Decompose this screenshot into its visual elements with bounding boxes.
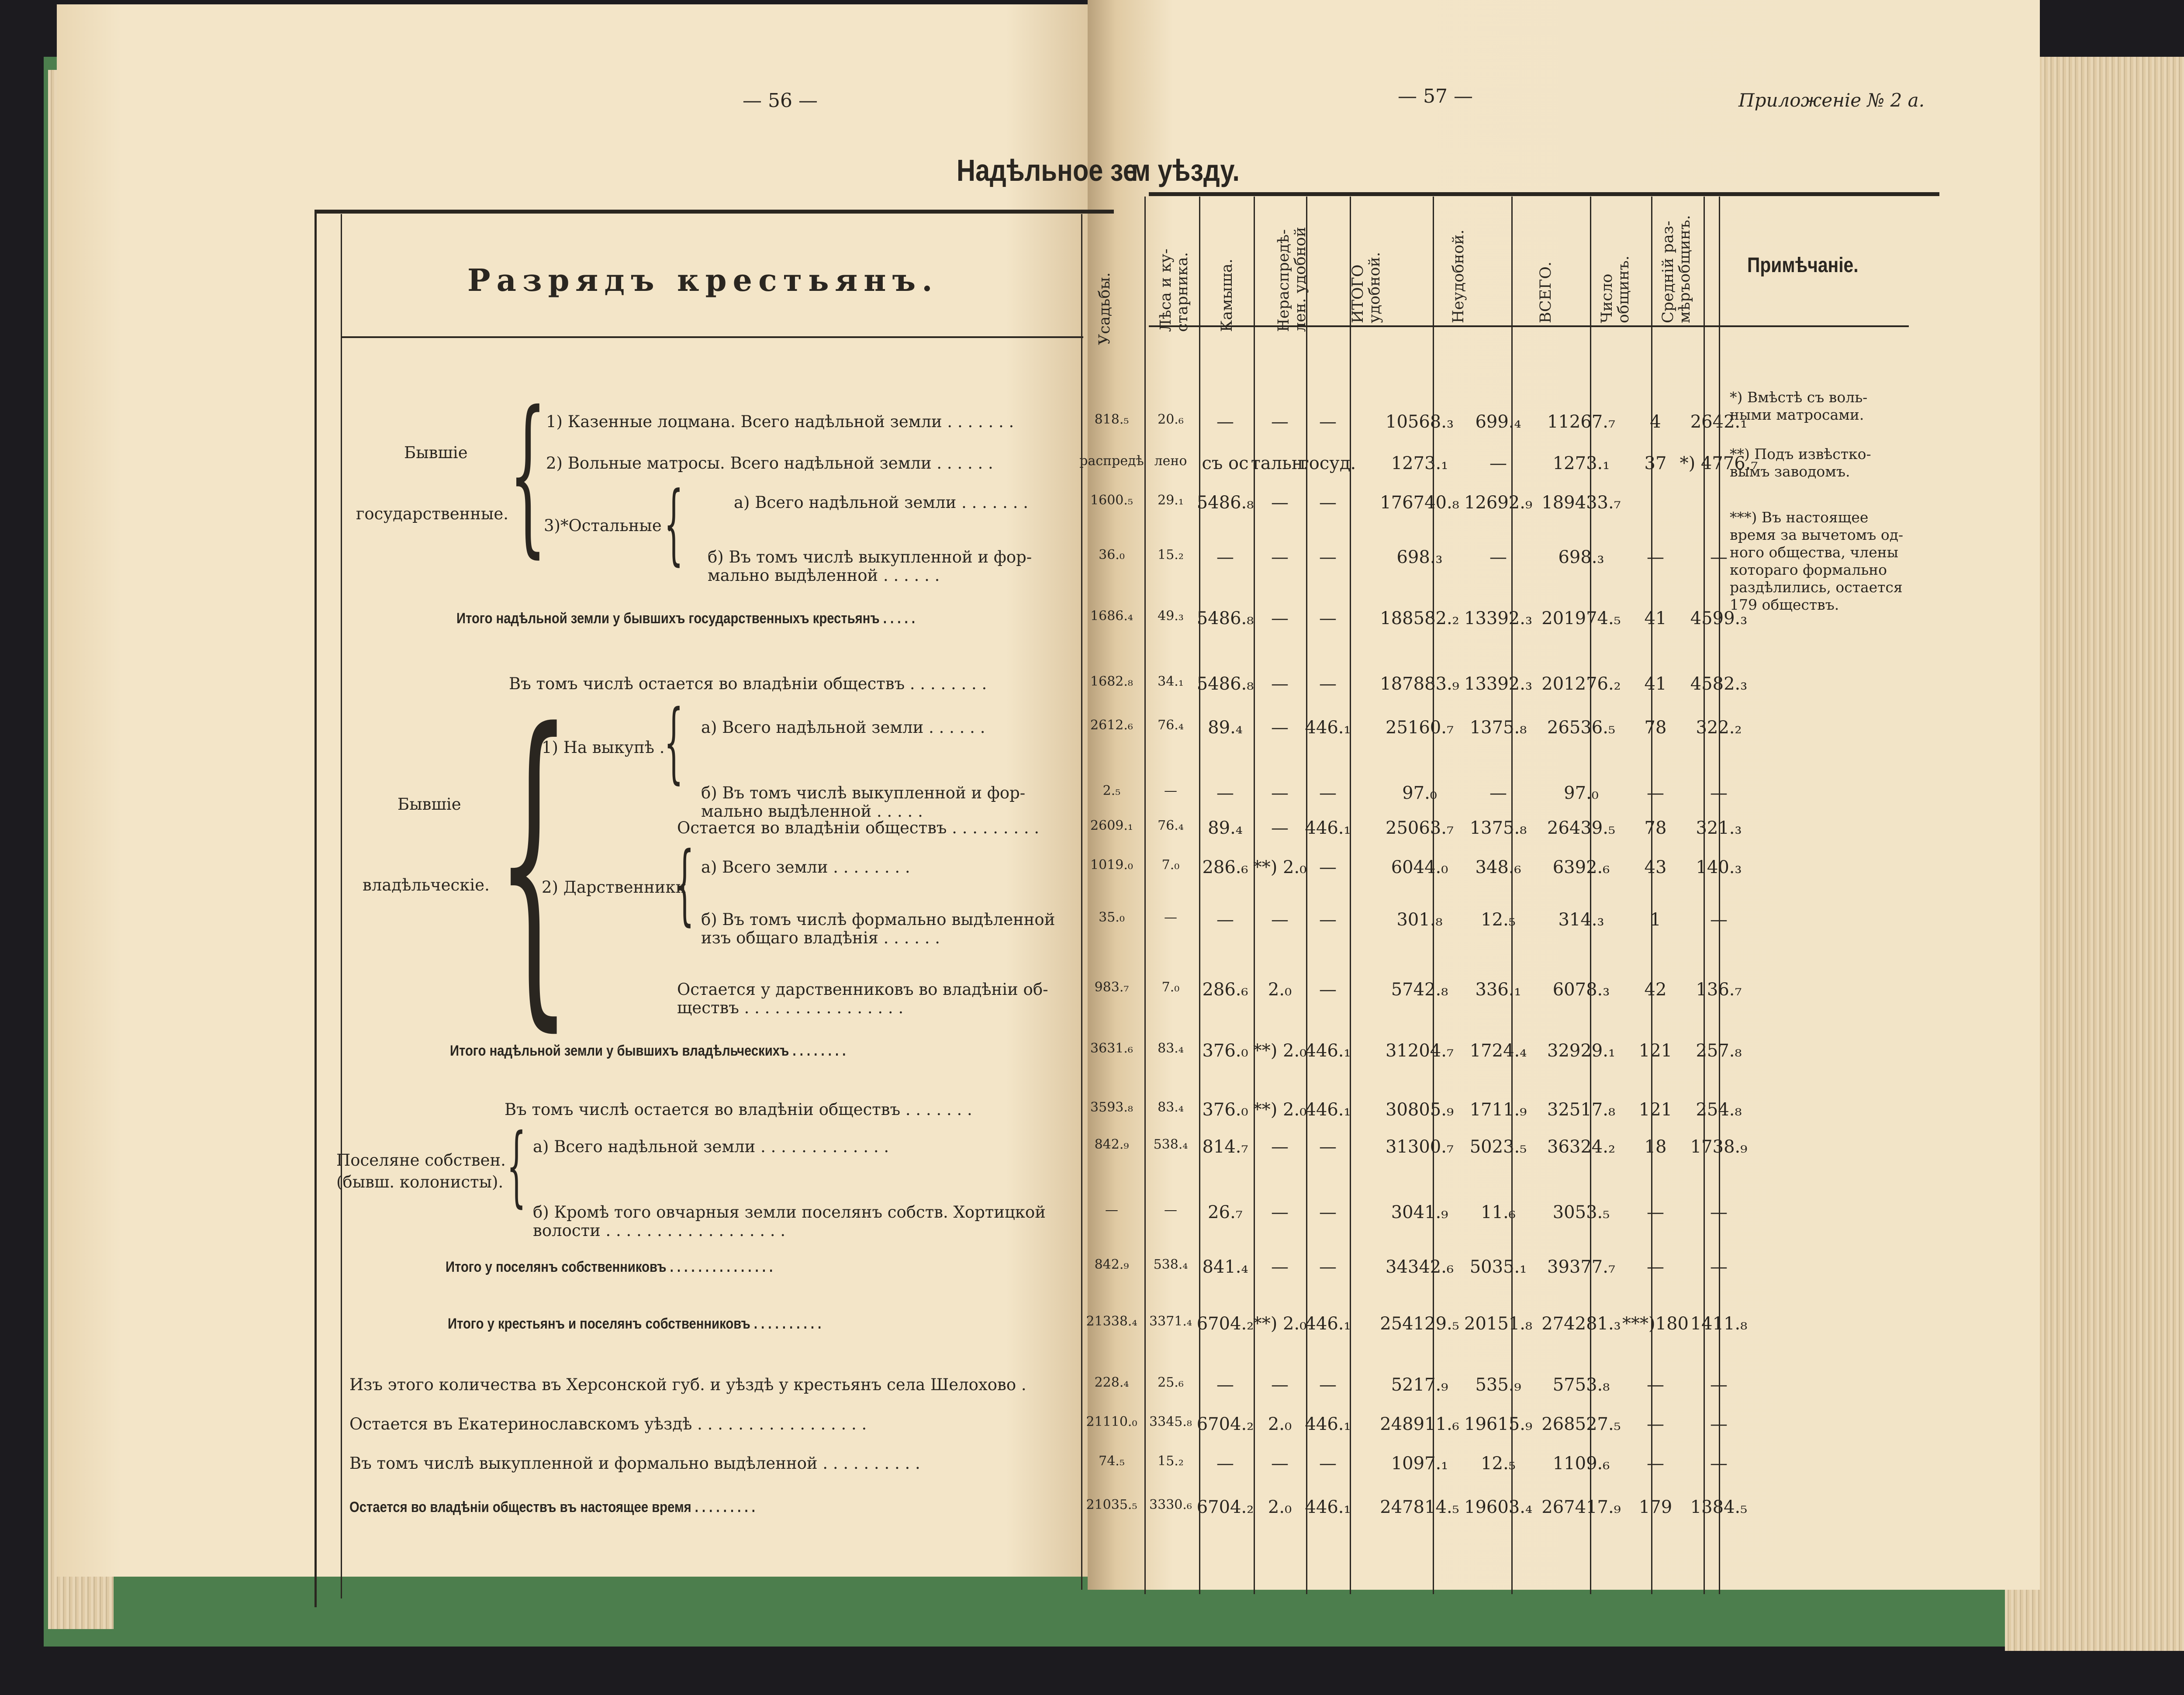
row-label: Изъ этого количества въ Херсонской губ. и уѣздѣ у крестьянъ села Шелохово .: [349, 1375, 1026, 1394]
cell-sred: 1738.₉: [1690, 1137, 1748, 1157]
top-rule-right: [1149, 192, 1939, 196]
cell-nera: **) 2.₀: [1253, 1041, 1307, 1061]
cell-ner2: —: [1319, 493, 1337, 513]
cell-ner2: —: [1319, 547, 1337, 567]
cell-itogo: 10568.₃: [1386, 412, 1454, 432]
cell-itogo: 31204.₇: [1386, 1041, 1454, 1061]
column-line: [1144, 197, 1146, 1594]
cell-u: 842.₉: [1094, 1137, 1129, 1152]
cell-ner2: 446.₁: [1305, 818, 1351, 838]
cell-sred: —: [1710, 1202, 1728, 1222]
label-darstvenniki: 2) Дарственники: [542, 878, 687, 897]
cell-obsh: —: [1647, 547, 1664, 567]
cell-neud: 1375.₈: [1469, 818, 1527, 838]
cell-itogo: 25063.₇: [1386, 818, 1454, 838]
cell-sred: 1384.₅: [1690, 1497, 1748, 1517]
cell-ner2: —: [1319, 608, 1337, 628]
cell-vsego: 274281.₃: [1541, 1314, 1621, 1334]
cell-les: 83.₄: [1158, 1041, 1184, 1056]
cell-ner2: 446.₁: [1305, 718, 1351, 738]
cell-kam: 5486.₈: [1196, 674, 1254, 694]
cell-nera: —: [1271, 1202, 1289, 1222]
cell-u: 74.₅: [1099, 1453, 1125, 1469]
left-inner-vline: [341, 214, 342, 1598]
cell-les: 29.₁: [1158, 493, 1184, 508]
brace-vykup: {: [664, 691, 684, 793]
col-header-kamysha: Камыша.: [1218, 259, 1236, 332]
cell-neud: —: [1489, 453, 1507, 473]
cell-kam: 6704.₂: [1196, 1414, 1254, 1434]
cell-itogo: 176740.₈: [1380, 493, 1459, 513]
cell-itogo: 1273.₁: [1391, 453, 1448, 473]
group-settlers-2: (бывш. колонисты).: [336, 1173, 504, 1191]
row-label: 2) Вольные матросы. Всего надѣльной земли . . . . . .: [546, 454, 993, 473]
cell-obsh: 18: [1644, 1137, 1667, 1157]
cell-u: 3631.₆: [1090, 1041, 1133, 1056]
cell-vsego: 36324.₂: [1547, 1137, 1615, 1157]
cell-sred: 1411.₈: [1690, 1314, 1748, 1334]
cell-itogo: 30805.₉: [1386, 1100, 1454, 1120]
cell-ner2: 446.₁: [1305, 1414, 1351, 1434]
cell-les: 7.₀: [1161, 857, 1180, 873]
cell-vsego: 189433.₇: [1541, 493, 1621, 513]
cell-nera: тальн.: [1251, 453, 1309, 473]
cell-sred: —: [1710, 783, 1728, 803]
cell-itogo: 254129.₅: [1380, 1314, 1459, 1334]
cell-u: 1686.₄: [1090, 608, 1133, 624]
cell-nera: —: [1271, 1137, 1289, 1157]
cell-neud: 5023.₅: [1469, 1137, 1527, 1157]
cell-u: —: [1105, 1202, 1118, 1218]
cell-obsh: 1: [1650, 910, 1661, 930]
cell-kam: съ ос: [1202, 453, 1249, 473]
col-header-neraspred: Нераспредѣ-лен. удобной: [1275, 227, 1309, 332]
cell-nera: —: [1271, 674, 1289, 694]
column-line: [1081, 214, 1082, 1590]
cell-sred: 257.₈: [1696, 1041, 1742, 1061]
note-3: ***) Въ настоящее время за вычетомъ од- ного общества, члены котораго формально раздѣлились, остается 179 обществъ.: [1730, 509, 1904, 613]
cell-neud: 1375.₈: [1469, 718, 1527, 738]
header-rule-right: [1149, 325, 1909, 327]
cell-u: 21035.₅: [1086, 1497, 1137, 1512]
group-own-1: Бывшіе: [397, 795, 461, 814]
col-header-neudobnoy: Неудобной.: [1450, 229, 1467, 323]
cell-les: 3371.₄: [1149, 1314, 1192, 1329]
top-rule-left: [314, 210, 1114, 214]
row-label: Остается въ Екатеринославскомъ уѣздѣ . . . . . . . . . . . . . . . . .: [349, 1415, 867, 1433]
row-label: б) Въ томъ числѣ выкупленной и фор- мально выдѣленной . . . . .: [701, 784, 1026, 821]
cell-obsh: —: [1647, 783, 1664, 803]
cell-neud: 1724.₄: [1469, 1041, 1527, 1061]
cell-obsh: 78: [1644, 718, 1667, 738]
cell-vsego: 314.₃: [1558, 910, 1604, 930]
cell-ner2: —: [1319, 1257, 1337, 1277]
cell-itogo: 34342.₆: [1386, 1257, 1454, 1277]
cell-neud: 5035.₁: [1469, 1257, 1527, 1277]
col-header-chislo: Число общинъ.: [1598, 255, 1632, 323]
cell-ner2: госуд.: [1299, 453, 1356, 473]
cell-kam: 6704.₂: [1196, 1314, 1254, 1334]
row-label: а) Всего надѣльной земли . . . . . .: [701, 718, 985, 737]
column-line: [1254, 197, 1255, 1594]
cell-les: 538.₄: [1153, 1257, 1188, 1272]
cell-neud: 336.₁: [1475, 980, 1521, 1000]
column-line: [1350, 197, 1351, 1594]
cell-neud: 1711.₉: [1469, 1100, 1527, 1120]
cell-les: 15.₂: [1158, 547, 1184, 563]
cell-u: 36.₀: [1099, 547, 1125, 563]
cell-sred: —: [1710, 1453, 1728, 1474]
cell-vsego: 5753.₈: [1552, 1375, 1610, 1395]
cell-obsh: —: [1647, 1414, 1664, 1434]
cell-vsego: 32929.₁: [1547, 1041, 1615, 1061]
cell-u: 1019.₀: [1090, 857, 1133, 873]
left-outer-vline: [314, 210, 317, 1607]
row-label: а) Всего земли . . . . . . . .: [701, 858, 910, 877]
row-label: Итого у крестьянъ и поселянъ собственниковъ . . . . . . . . . .: [448, 1315, 822, 1332]
cell-ner2: —: [1319, 1453, 1337, 1474]
cell-nera: —: [1271, 1257, 1289, 1277]
cell-sred: 4599.₃: [1690, 608, 1748, 628]
cell-vsego: 26439.₅: [1547, 818, 1615, 838]
cell-kam: 286.₆: [1202, 980, 1248, 1000]
cell-ner2: —: [1319, 783, 1337, 803]
group-settlers-1: Поселяне собствен.: [336, 1151, 506, 1170]
cell-u: 2.₅: [1102, 783, 1121, 798]
heading-left: Надѣльное зе: [957, 153, 1137, 187]
cell-kam: 814.₇: [1202, 1137, 1248, 1157]
cell-obsh: ***)180: [1622, 1314, 1689, 1334]
cell-kam: 376.₀: [1202, 1041, 1248, 1061]
col-header-usadby: Усадьбы.: [1096, 272, 1113, 345]
cell-kam: —: [1216, 1375, 1234, 1395]
cell-ner2: —: [1319, 1137, 1337, 1157]
cell-obsh: 78: [1644, 818, 1667, 838]
cell-ner2: —: [1319, 412, 1337, 432]
cell-vsego: 201276.₂: [1541, 674, 1621, 694]
column-line: [1199, 197, 1200, 1594]
cell-kam: —: [1216, 1453, 1234, 1474]
cell-kam: 376.₀: [1202, 1100, 1248, 1120]
cell-u: 842.₉: [1094, 1257, 1129, 1272]
cell-sred: 254.₈: [1696, 1100, 1742, 1120]
brace-dar: {: [675, 833, 695, 935]
col-header-sredniy: Средній раз-мѣръобщинъ.: [1659, 215, 1693, 323]
cell-obsh: —: [1647, 1257, 1664, 1277]
cell-ner2: —: [1319, 980, 1337, 1000]
cell-kam: 5486.₈: [1196, 493, 1254, 513]
cell-nera: —: [1271, 412, 1289, 432]
page-number-left: — 56 —: [743, 90, 818, 112]
cell-ner2: 446.₁: [1305, 1314, 1351, 1334]
cell-vsego: 26536.₅: [1547, 718, 1615, 738]
cell-obsh: —: [1647, 1202, 1664, 1222]
cell-vsego: 201974.₅: [1541, 608, 1621, 628]
cell-les: 538.₄: [1153, 1137, 1188, 1152]
cell-u: 1600.₅: [1090, 493, 1133, 508]
row-label: Итого у поселянъ собственниковъ . . . . . . . . . . . . . . .: [446, 1259, 773, 1275]
cell-itogo: 188582.₂: [1380, 608, 1459, 628]
cell-itogo: 301.₈: [1396, 910, 1443, 930]
row-label: Въ томъ числѣ остается во владѣніи обществъ . . . . . . .: [505, 1100, 972, 1119]
cell-les: 3330.₆: [1149, 1497, 1192, 1512]
cell-ner2: —: [1319, 1375, 1337, 1395]
cell-kam: 6704.₂: [1196, 1497, 1254, 1517]
cell-vsego: 6392.₆: [1552, 857, 1610, 877]
cell-les: 15.₂: [1158, 1453, 1184, 1469]
brace-settlers: {: [507, 1115, 526, 1217]
cell-vsego: 1273.₁: [1552, 453, 1610, 473]
cell-vsego: 6078.₃: [1552, 980, 1610, 1000]
cell-nera: 2.₀: [1268, 980, 1292, 1000]
cell-ner2: —: [1319, 910, 1337, 930]
cell-obsh: 41: [1644, 674, 1667, 694]
group-gov-1: Бывшіе: [404, 443, 468, 462]
cell-u: 35.₀: [1099, 910, 1125, 925]
cell-nera: —: [1271, 608, 1289, 628]
cell-u: распредѣ: [1079, 453, 1144, 469]
cell-u: 2609.₁: [1090, 818, 1133, 833]
cell-kam: —: [1216, 783, 1234, 803]
cell-neud: 12.₅: [1481, 910, 1516, 930]
cell-sred: —: [1710, 1375, 1728, 1395]
cell-les: —: [1164, 1202, 1177, 1218]
cell-nera: —: [1271, 818, 1289, 838]
cell-neud: 13392.₃: [1464, 608, 1532, 628]
cell-nera: —: [1271, 783, 1289, 803]
cell-neud: —: [1489, 547, 1507, 567]
cell-obsh: —: [1647, 1453, 1664, 1474]
cell-itogo: 247814.₅: [1380, 1497, 1459, 1517]
cell-itogo: 187883.₉: [1380, 674, 1459, 694]
cell-sred: 2642.₁: [1690, 412, 1748, 432]
cell-les: 76.₄: [1158, 718, 1184, 733]
cell-sred: —: [1710, 910, 1728, 930]
header-rule-left: [341, 336, 1083, 338]
cell-nera: —: [1271, 910, 1289, 930]
col-header-vsego: ВСЕГО.: [1537, 261, 1555, 323]
row-label: Итого надѣльной земли у бывшихъ государственныхъ крестьянъ . . . . .: [456, 610, 915, 627]
cell-neud: 12.₅: [1481, 1453, 1516, 1474]
cell-ner2: 446.₁: [1305, 1497, 1351, 1517]
row-label: б) Въ томъ числѣ выкупленной и фор- мально выдѣленной . . . . . .: [708, 548, 1032, 585]
row-label: а) Всего надѣльной земли . . . . . . .: [734, 493, 1028, 512]
cell-vsego: 3053.₅: [1552, 1202, 1610, 1222]
cell-itogo: 5217.₉: [1391, 1375, 1448, 1395]
group-gov-2: государственные.: [356, 504, 509, 523]
cell-nera: **) 2.₀: [1253, 1100, 1307, 1120]
cell-itogo: 1097.₁: [1391, 1453, 1448, 1474]
cell-sred: —: [1710, 1414, 1728, 1434]
cell-obsh: 37: [1644, 453, 1667, 473]
table-header-title: Разрядъ крестьянъ.: [467, 262, 939, 298]
cell-les: 49.₃: [1158, 608, 1184, 624]
column-line: [1306, 197, 1307, 1594]
cell-nera: **) 2.₀: [1253, 857, 1307, 877]
row-label: Итого надѣльной земли у бывшихъ владѣльческихъ . . . . . . . .: [450, 1043, 846, 1059]
cell-sred: 136.₇: [1696, 980, 1742, 1000]
cell-itogo: 31300.₇: [1386, 1137, 1454, 1157]
cell-kam: —: [1216, 910, 1234, 930]
label-ostalnye: 3)*Остальные .: [544, 516, 672, 535]
cell-u: 228.₄: [1094, 1375, 1129, 1390]
cell-sred: *) 4776.₇: [1679, 453, 1758, 473]
cell-neud: —: [1489, 783, 1507, 803]
row-label: а) Всего надѣльной земли . . . . . . . . . . . . .: [533, 1137, 889, 1156]
brace-own: {: [496, 662, 572, 1059]
cell-vsego: 698.₃: [1558, 547, 1604, 567]
cell-obsh: 41: [1644, 608, 1667, 628]
cell-neud: 348.₆: [1475, 857, 1521, 877]
group-own-2: владѣльческіе.: [363, 876, 490, 894]
cell-itogo: 97.₀: [1402, 783, 1437, 803]
cell-u: 3593.₈: [1090, 1100, 1133, 1115]
cell-obsh: —: [1647, 1375, 1664, 1395]
brace-ostalnye: {: [664, 473, 684, 575]
cell-kam: 89.₄: [1208, 818, 1243, 838]
cell-les: 83.₄: [1158, 1100, 1184, 1115]
cell-kam: —: [1216, 412, 1234, 432]
cell-vsego: 268527.₅: [1541, 1414, 1621, 1434]
cell-les: —: [1164, 783, 1177, 798]
cell-les: 20.₆: [1158, 412, 1184, 427]
row-label: Остается у дарственниковъ во владѣніи об- ществъ . . . . . . . . . . . . . . . .: [677, 980, 1048, 1017]
cell-kam: 89.₄: [1208, 718, 1243, 738]
cell-sred: 321.₃: [1696, 818, 1742, 838]
note-2: **) Подъ извѣстко- вымъ заводомъ.: [1730, 445, 1871, 480]
cell-kam: 841.₄: [1202, 1257, 1248, 1277]
cell-ner2: —: [1319, 857, 1337, 877]
col-header-itogo: ИТОГО удобной.: [1349, 252, 1383, 323]
cell-sred: —: [1710, 547, 1728, 567]
cell-itogo: 6044.₀: [1391, 857, 1448, 877]
row-label: б) Въ томъ числѣ формально выдѣленной изъ общаго владѣнія . . . . . .: [701, 910, 1055, 947]
cell-itogo: 5742.₈: [1391, 980, 1448, 1000]
cell-les: 76.₄: [1158, 818, 1184, 833]
cell-nera: —: [1271, 547, 1289, 567]
note-1: *) Вмѣстѣ съ воль- ными матросами.: [1730, 389, 1868, 423]
cell-les: лено: [1154, 453, 1187, 469]
cell-nera: —: [1271, 1375, 1289, 1395]
cell-u: 1682.₈: [1090, 674, 1133, 689]
cell-u: 21338.₄: [1086, 1314, 1137, 1329]
cell-neud: 20151.₈: [1464, 1314, 1532, 1334]
cell-obsh: 4: [1650, 412, 1661, 432]
cell-kam: 5486.₈: [1196, 608, 1254, 628]
cell-neud: 699.₄: [1475, 412, 1521, 432]
cell-neud: 13392.₃: [1464, 674, 1532, 694]
cell-les: 25.₆: [1158, 1375, 1184, 1390]
column-line: [1704, 197, 1705, 1594]
col-header-primechanie: Примѣчаніе.: [1747, 254, 1859, 277]
cell-ner2: 446.₁: [1305, 1100, 1351, 1120]
cell-nera: 2.₀: [1268, 1414, 1292, 1434]
cell-kam: 286.₆: [1202, 857, 1248, 877]
cell-les: 3345.₈: [1149, 1414, 1192, 1429]
cell-vsego: 39377.₇: [1547, 1257, 1615, 1277]
cell-kam: —: [1216, 547, 1234, 567]
cell-vsego: 32517.₈: [1547, 1100, 1615, 1120]
cell-sred: 140.₃: [1696, 857, 1742, 877]
cell-obsh: 121: [1638, 1041, 1673, 1061]
row-label: Въ томъ числѣ выкупленной и формально выдѣленной . . . . . . . . . .: [349, 1454, 920, 1473]
cell-obsh: 179: [1638, 1497, 1673, 1517]
cell-sred: 322.₂: [1696, 718, 1742, 738]
cell-ner2: —: [1319, 674, 1337, 694]
appendix-label: Приложеніе № 2 а.: [1738, 90, 1925, 111]
cell-nera: —: [1271, 1453, 1289, 1474]
cell-u: 818.₅: [1094, 412, 1129, 427]
cell-neud: 19603.₄: [1464, 1497, 1532, 1517]
cell-itogo: 25160.₇: [1386, 718, 1454, 738]
page-number-right: — 57 —: [1398, 85, 1473, 107]
cell-obsh: 121: [1638, 1100, 1673, 1120]
cell-itogo: 698.₃: [1396, 547, 1443, 567]
row-label: б) Кромѣ того овчарныя земли поселянъ собств. Хортицкой волости . . . . . . . . . . . . . . . . . .: [533, 1203, 1046, 1240]
cell-u: 983.₇: [1094, 980, 1129, 995]
cell-itogo: 3041.₉: [1391, 1202, 1448, 1222]
cell-neud: 19615.₉: [1464, 1414, 1532, 1434]
cell-les: 7.₀: [1161, 980, 1180, 995]
row-label: Остается во владѣніи обществъ въ настоящее время . . . . . . . . .: [349, 1499, 755, 1515]
cell-les: 34.₁: [1158, 674, 1184, 689]
cell-vsego: 97.₀: [1564, 783, 1599, 803]
cell-vsego: 267417.₉: [1541, 1497, 1621, 1517]
cell-obsh: 42: [1644, 980, 1667, 1000]
cell-neud: 535.₉: [1475, 1375, 1521, 1395]
cell-vsego: 1109.₆: [1552, 1453, 1610, 1474]
cell-sred: 4582.₃: [1690, 674, 1748, 694]
cell-neud: 11.₆: [1481, 1202, 1516, 1222]
cell-les: —: [1164, 910, 1177, 925]
heading-right: м уѣзду.: [1131, 153, 1240, 187]
brace-gov: {: [509, 375, 547, 573]
cell-ner2: —: [1319, 1202, 1337, 1222]
cell-kam: 26.₇: [1208, 1202, 1243, 1222]
cell-neud: 12692.₉: [1464, 493, 1532, 513]
cell-u: 2612.₆: [1090, 718, 1133, 733]
cell-ner2: 446.₁: [1305, 1041, 1351, 1061]
cell-sred: —: [1710, 1257, 1728, 1277]
cell-vsego: 11267.₇: [1547, 412, 1615, 432]
cell-nera: 2.₀: [1268, 1497, 1292, 1517]
cell-nera: **) 2.₀: [1253, 1314, 1307, 1334]
cell-itogo: 248911.₆: [1380, 1414, 1459, 1434]
cell-nera: —: [1271, 718, 1289, 738]
label-na-vykupe: 1) На выкупѣ .: [542, 738, 665, 757]
cell-u: 21110.₀: [1086, 1414, 1137, 1429]
row-label: Въ томъ числѣ остается во владѣніи обществъ . . . . . . . .: [509, 674, 987, 693]
row-label: 1) Казенные лоцмана. Всего надѣльной земли . . . . . . .: [546, 412, 1014, 431]
cell-nera: —: [1271, 493, 1289, 513]
row-label: Остается во владѣніи обществъ . . . . . . . . .: [677, 818, 1040, 837]
cell-obsh: 43: [1644, 857, 1667, 877]
col-header-lesa: Лѣса и ку-старника.: [1157, 249, 1191, 332]
